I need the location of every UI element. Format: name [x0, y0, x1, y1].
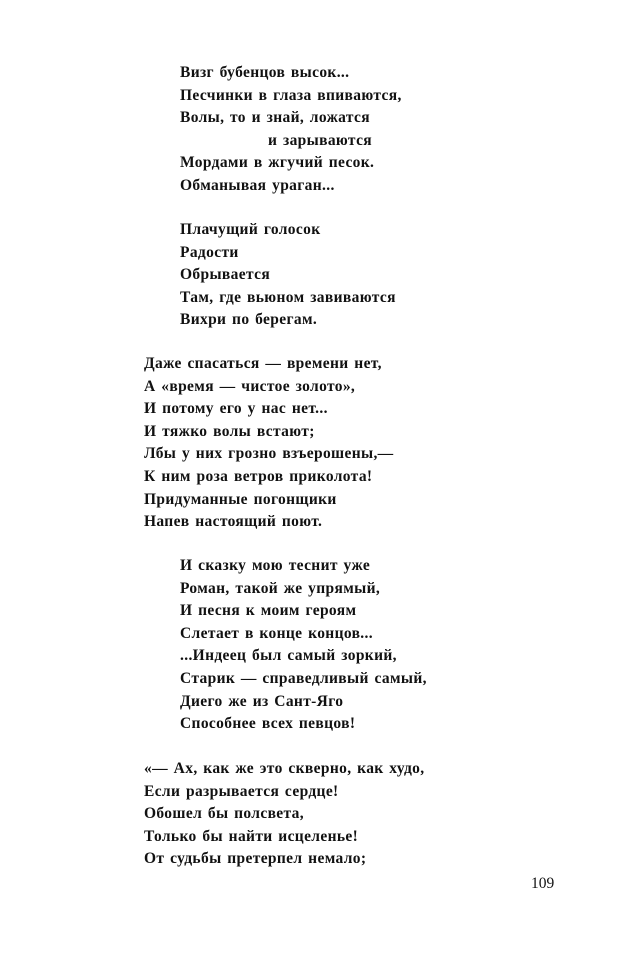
- verse-line: И потому его у нас нет...: [144, 400, 328, 418]
- verse-line: Способнее всех певцов!: [180, 715, 356, 733]
- verse-line: Вихри по берегам.: [180, 311, 318, 329]
- verse-line: И тяжко волы встают;: [144, 422, 315, 440]
- verse-line: Там, где вьюном завиваются: [180, 288, 396, 306]
- verse-line: Обрывается: [180, 266, 271, 284]
- verse-line: Даже спасаться — времени нет,: [144, 355, 382, 372]
- verse-line: Если разрывается сердце!: [144, 782, 339, 800]
- verse-line: И песня к моим героям: [180, 602, 357, 620]
- page-number: 109: [531, 875, 555, 892]
- verse-line: Радости: [180, 243, 239, 261]
- verse-line: К ним роза ветров приколота!: [144, 467, 373, 485]
- verse-line: Обманывая ураган...: [180, 176, 335, 194]
- verse-line: Лбы у них грозно взъерошены,—: [144, 445, 394, 463]
- verse-line: Напев настоящий поют.: [144, 513, 323, 531]
- verse-line: «— Ах, как же это скверно, как худо,: [144, 760, 425, 777]
- stanza-3: [144, 353, 394, 534]
- verse-line: ...Индеец был самый зоркий,: [180, 647, 397, 665]
- verse-line: Волы, то и знай, ложатся: [180, 109, 370, 127]
- verse-line: Диего же из Сант-Яго: [180, 692, 344, 710]
- verse-line: А «время — чистое золото»,: [144, 377, 356, 395]
- verse-line: И сказку мою теснит уже: [180, 557, 371, 574]
- stanza-2: [180, 219, 396, 332]
- verse-line: Песчинки в глаза впиваются,: [180, 86, 402, 104]
- verse-line-indented: и зарываются: [268, 131, 373, 149]
- verse-line: Визг бубенцов высок...: [180, 64, 350, 81]
- verse-line: От судьбы претерпел немало;: [144, 850, 367, 868]
- stanza-1: [180, 62, 402, 198]
- verse-line: Слетает в конце концов...: [180, 624, 373, 642]
- verse-line: Плачущий голосок: [180, 221, 321, 238]
- verse-line: Только бы найти исцеленье!: [144, 827, 359, 845]
- stanza-4: [180, 555, 427, 736]
- verse-line: Старик — справедливый самый,: [180, 669, 427, 687]
- stanza-5: [144, 758, 424, 871]
- verse-line: Мордами в жгучий песок.: [180, 154, 375, 172]
- verse-line: Придуманные погонщики: [144, 490, 337, 508]
- verse-line: Обошел бы полсвета,: [144, 805, 304, 823]
- verse-line: Роман, такой же упрямый,: [180, 579, 381, 597]
